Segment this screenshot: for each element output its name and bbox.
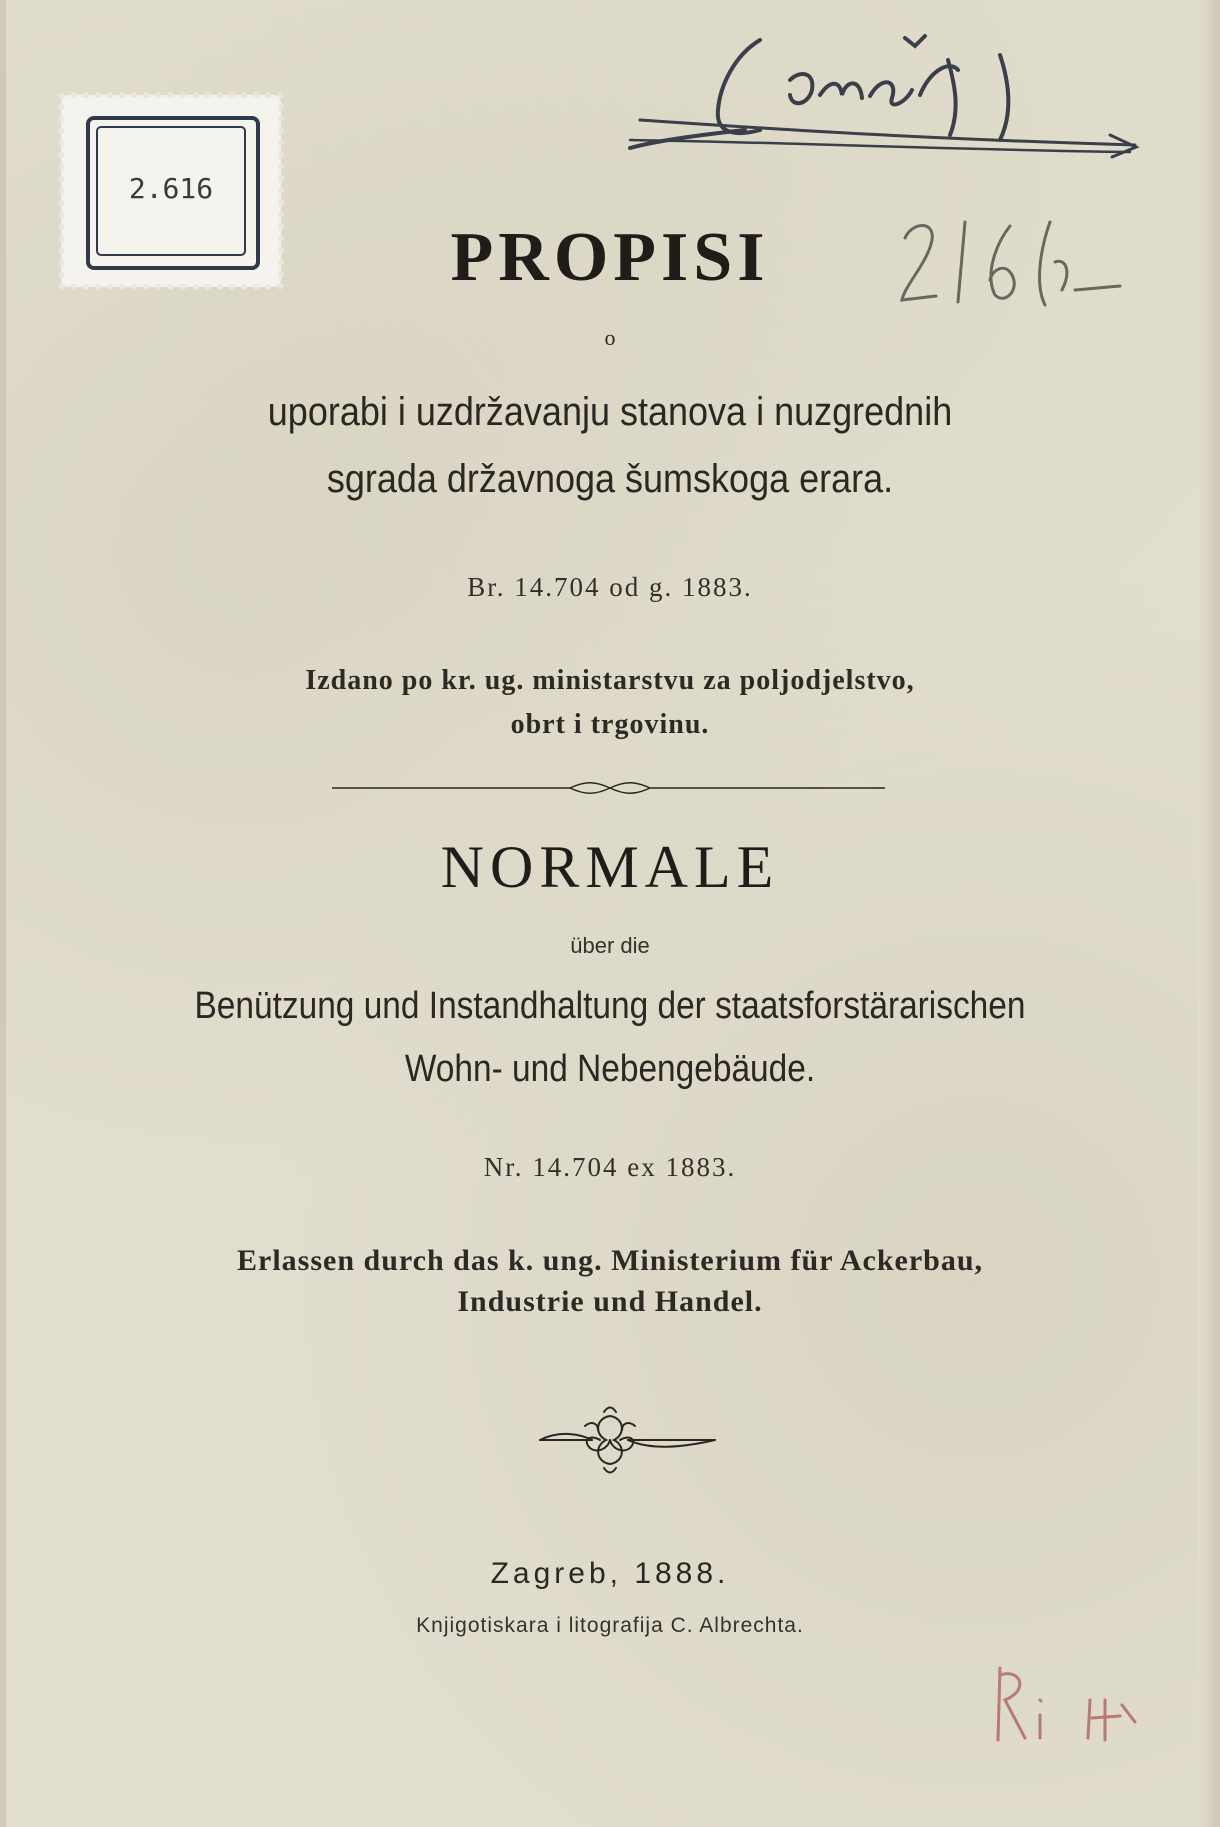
handwritten-red-note xyxy=(998,1668,1135,1740)
croatian-issued-line-1: Izdano po kr. ug. ministarstvu za poljodjelstvo, xyxy=(305,665,915,696)
german-issued-line-1: Erlassen durch das k. ung. Ministerium für Ackerbau, xyxy=(237,1244,983,1277)
german-issued-line-2: Industrie und Handel. xyxy=(457,1285,763,1318)
title-normale: NORMALE xyxy=(440,834,780,900)
croatian-subtitle-line-1: uporabi i uzdržavanju stanova i nuzgrednih xyxy=(267,390,953,434)
german-subtitle-line-2: Wohn- und Nebengebäude. xyxy=(404,1048,816,1090)
croatian-number-line: Br. 14.704 od g. 1883. xyxy=(467,572,753,602)
connector-o: o xyxy=(604,325,616,350)
german-number-line: Nr. 14.704 ex 1883. xyxy=(483,1152,737,1182)
stamp-number: 2.616 xyxy=(128,172,214,205)
croatian-issued-line-2: obrt i trgovinu. xyxy=(510,709,710,740)
imprint-printer: Knjigotiskara i litografija C. Albrechta. xyxy=(416,1614,804,1637)
imprint-place-year: Zagreb, 1888. xyxy=(490,1557,730,1590)
title-propisi: PROPISI xyxy=(450,219,770,296)
german-subtitle-line-1: Benützung und Instandhaltung der staatsforstärarischen xyxy=(194,985,1026,1027)
section-divider xyxy=(0,778,1220,798)
handwritten-signature xyxy=(630,36,1136,157)
decorative-ornament xyxy=(0,1404,1220,1474)
connector-uber-die: über die xyxy=(570,933,650,958)
croatian-subtitle-line-2: sgrada državnoga šumskoga erara. xyxy=(326,457,894,501)
